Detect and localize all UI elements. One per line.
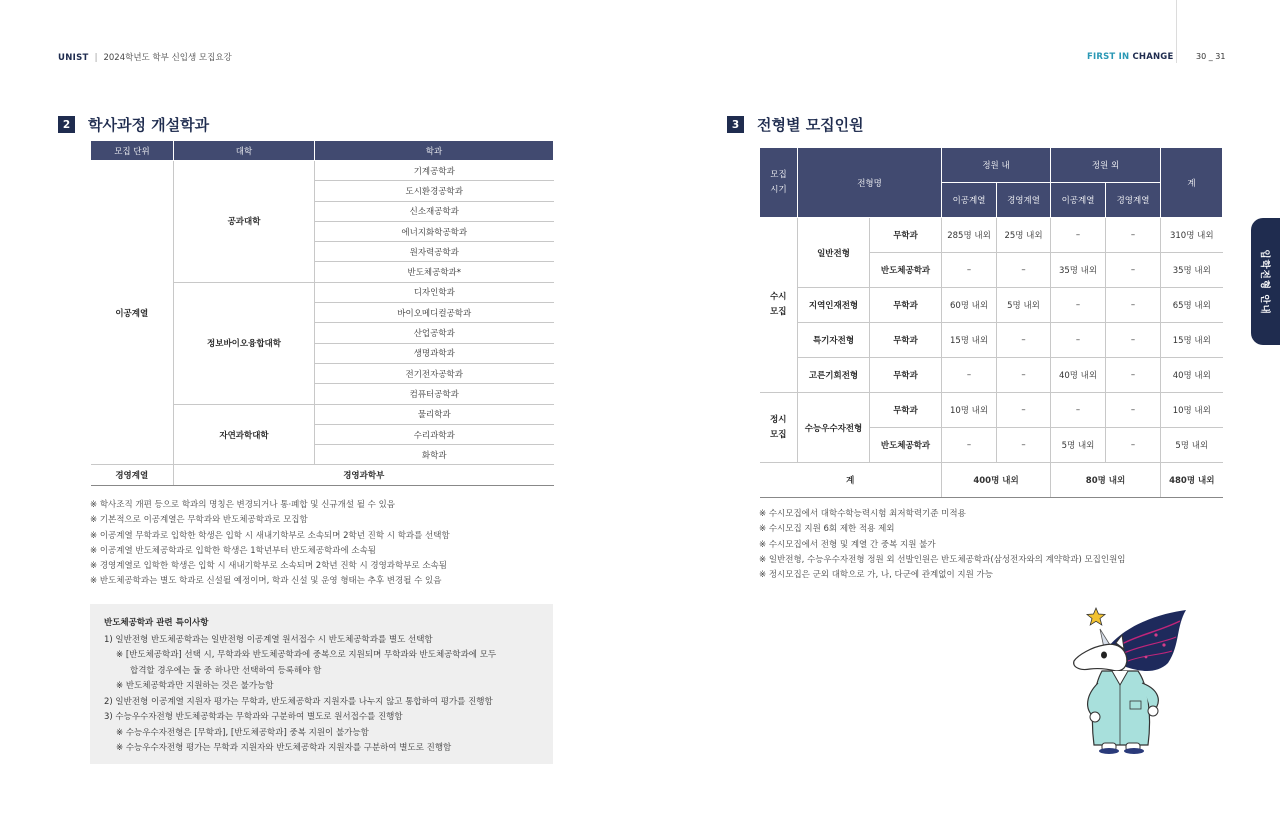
quota-cell: – [1106,393,1161,428]
column-header: 모집 단위 [91,141,174,161]
column-header: 이공계열 [942,183,997,218]
department-cell: 도시환경공학과 [315,181,554,201]
notice-line: ※ 반도체공학과만 지원하는 것은 불가능함 [116,681,274,691]
unit-cell: 이공계열 [91,161,174,465]
notice-title: 반도체공학과 관련 특이사항 [104,618,209,628]
department-cell: 반도체공학과 [870,428,942,463]
column-header: 경영계열 [997,183,1051,218]
unit-cell: 경영계열 [91,465,174,485]
department-cell: 무학과 [870,323,942,358]
header-tagline [1087,52,1173,62]
header-divider [1176,0,1177,63]
admission-type-cell: 고른기회전형 [798,358,870,393]
notice-line: ※ [반도체공학과] 선택 시, 무학과와 반도체공학과에 중복으로 지원되며 무학과와 반도체공학과에 모두 [116,650,497,660]
column-header: 정원 내 [942,148,1051,183]
section-number: 2 [58,116,75,133]
department-cell: 산업공학과 [315,323,554,343]
admission-type-cell: 특기자전형 [798,323,870,358]
quota-cell: – [1106,428,1161,463]
quota-total-cell: 65명 내외 [1161,288,1223,323]
quota-cell: 10명 내외 [942,393,997,428]
notice-line: ※ 수능우수자전형 평가는 무학과 지원자와 반도체공학과 지원자를 구분하여 별도로 진행함 [116,743,452,753]
column-header: 학과 [315,141,554,161]
college-cell: 공과대학 [174,161,315,283]
note-line: ※ 반도체공학과는 별도 학과로 신설될 예정이며, 학과 신설 및 운영 형태는 추후 변경될 수 있음 [90,576,442,587]
quota-cell: – [942,428,997,463]
department-cell: 컴퓨터공학과 [315,384,554,404]
quota-total-cell: 5명 내외 [1161,428,1223,463]
notice-line: 3) 수능우수자전형 반도체공학과는 무학과와 구분하여 별도로 원서접수를 진행함 [104,712,403,722]
quota-cell: 5명 내외 [1051,428,1106,463]
department-cell: 수리과학과 [315,424,554,444]
period-cell: 정시 모집 [760,393,798,463]
tagline-accent: FIRST IN [1087,52,1130,62]
quota-cell: – [997,393,1051,428]
quota-cell: – [1106,323,1161,358]
admission-type-cell: 수능우수자전형 [798,393,870,463]
column-header: 대학 [174,141,315,161]
total-in-cell: 400명 내외 [942,463,1051,498]
quota-cell: – [1106,288,1161,323]
section-3-heading [727,114,864,135]
page-number-right: 31 [1215,52,1226,61]
column-header: 계 [1161,148,1223,218]
note-line: ※ 이공계열 반도체공학과로 입학한 학생은 1학년부터 반도체공학과에 소속됨 [90,545,376,556]
quota-cell: – [1106,358,1161,393]
quota-cell: – [997,358,1051,393]
department-cell: 화학과 [315,445,554,465]
department-cell: 무학과 [870,218,942,253]
quota-cell: – [997,428,1051,463]
admission-type-cell: 지역인재전형 [798,288,870,323]
notice-line: 합격할 경우에는 둘 중 하나만 선택하여 등록해야 함 [130,665,322,676]
side-chapter-tab[interactable] [1251,218,1280,345]
note-line: ※ 경영계열로 입학한 학생은 입학 시 새내기학부로 소속되며 2학년 진학 시 경영과학부로 소속됨 [90,561,447,572]
section-3-notes [759,507,1126,583]
quota-cell: – [942,253,997,288]
total-all-cell: 480명 내외 [1161,463,1223,498]
department-cell: 신소재공학과 [315,201,554,221]
note-line: ※ 수시모집에서 전형 및 계열 간 중복 지원 불가 [759,539,936,550]
notice-line: ※ 수능우수자전형은 [무학과], [반도체공학과] 중복 지원이 불가능함 [116,727,369,738]
quota-total-cell: 10명 내외 [1161,393,1223,428]
section-2-notes [90,498,450,590]
column-header: 경영계열 [1106,183,1161,218]
running-header [58,51,232,63]
quota-cell: 15명 내외 [942,323,997,358]
department-cell: 전기전자공학과 [315,363,554,383]
department-cell: 에너지화학공학과 [315,221,554,241]
quota-total-cell: 35명 내외 [1161,253,1223,288]
header-subtitle: 2024학년도 학부 신입생 모집요강 [103,53,232,63]
note-line: ※ 기본적으로 이공계열은 무학과와 반도체공학과로 모집함 [90,515,308,526]
column-header: 모집 시기 [760,148,798,218]
quota-cell: 5명 내외 [997,288,1051,323]
quota-cell: – [1051,393,1106,428]
department-cell: 생명과학과 [315,343,554,363]
quota-cell: 60명 내외 [942,288,997,323]
section-title: 학사과정 개설학과 [88,116,210,134]
quota-cell: – [1106,253,1161,288]
section-2-heading [58,114,209,135]
column-header: 정원 외 [1051,148,1161,183]
department-cell: 디자인학과 [315,282,554,302]
note-line: ※ 이공계열 무학과로 입학한 학생은 입학 시 새내기학부로 소속되며 2학년 진학 시 학과를 선택함 [90,530,450,541]
note-line: ※ 수시모집에서 대학수학능력시험 최저학력기준 미적용 [759,509,966,519]
quota-cell: – [1051,218,1106,253]
column-header: 전형명 [798,148,942,218]
section-number: 3 [727,116,744,133]
quota-cell: – [1051,288,1106,323]
note-line: ※ 일반전형, 수능우수자전형 정원 외 선발인원은 반도체공학과(삼성전자와의 계약학과) 모집인원임 [759,554,1126,565]
department-cell: 물리학과 [315,404,554,424]
page-number-left: 30 [1196,52,1207,61]
column-header: 이공계열 [1051,183,1106,218]
department-cell: 반도체공학과 [870,253,942,288]
departments-table [90,140,554,486]
brand-logo: UNIST [58,53,89,63]
admission-type-cell: 일반전형 [798,218,870,288]
quota-total-cell: 40명 내외 [1161,358,1223,393]
tagline-rest: CHANGE [1132,52,1174,62]
note-line: ※ 학사조직 개편 등으로 학과의 명칭은 변경되거나 통·폐합 및 신규개설 될 수 있음 [90,500,396,510]
quota-cell: 40명 내외 [1051,358,1106,393]
quota-total-cell: 310명 내외 [1161,218,1223,253]
department-cell: 기계공학과 [315,161,554,181]
admission-quota-table [759,147,1223,498]
college-cell: 경영과학부 [174,465,554,485]
college-cell: 자연과학대학 [174,404,315,465]
department-cell: 바이오메디컬공학과 [315,303,554,323]
department-cell: 반도체공학과* [315,262,554,282]
department-cell: 무학과 [870,288,942,323]
quota-cell: – [942,358,997,393]
section-title: 전형별 모집인원 [757,116,864,134]
side-tab-label: 입학전형 안내 [1258,248,1270,315]
total-out-cell: 80명 내외 [1051,463,1161,498]
department-cell: 무학과 [870,358,942,393]
quota-cell: 35명 내외 [1051,253,1106,288]
note-line: ※ 수시모집 지원 6회 제한 적용 제외 [759,524,895,535]
quota-cell: – [1051,323,1106,358]
quota-total-cell: 15명 내외 [1161,323,1223,358]
note-line: ※ 정시모집은 군외 대학으로 가, 나, 다군에 관계없이 지원 가능 [759,570,993,581]
quota-cell: – [997,323,1051,358]
quota-cell: – [1106,218,1161,253]
notice-line: 2) 일반전형 이공계열 지원자 평가는 무학과, 반도체공학과 지원자를 나누지 않고 통합하여 평가를 진행함 [104,696,493,707]
period-cell: 수시 모집 [760,218,798,393]
semiconductor-notice-box [90,604,553,764]
total-label-cell: 계 [760,463,942,498]
unicorn-mascot-icon [1068,605,1190,755]
quota-cell: – [997,253,1051,288]
header-separator: | [94,53,98,63]
quota-cell: 25명 내외 [997,218,1051,253]
page-numbers: 30 _ 31 [1196,52,1226,61]
college-cell: 정보바이오융합대학 [174,282,315,404]
notice-line: 1) 일반전형 반도체공학과는 일반전형 이공계열 원서접수 시 반도체공학과를 별도 선택함 [104,634,433,645]
department-cell: 원자력공학과 [315,242,554,262]
quota-cell: 285명 내외 [942,218,997,253]
department-cell: 무학과 [870,393,942,428]
